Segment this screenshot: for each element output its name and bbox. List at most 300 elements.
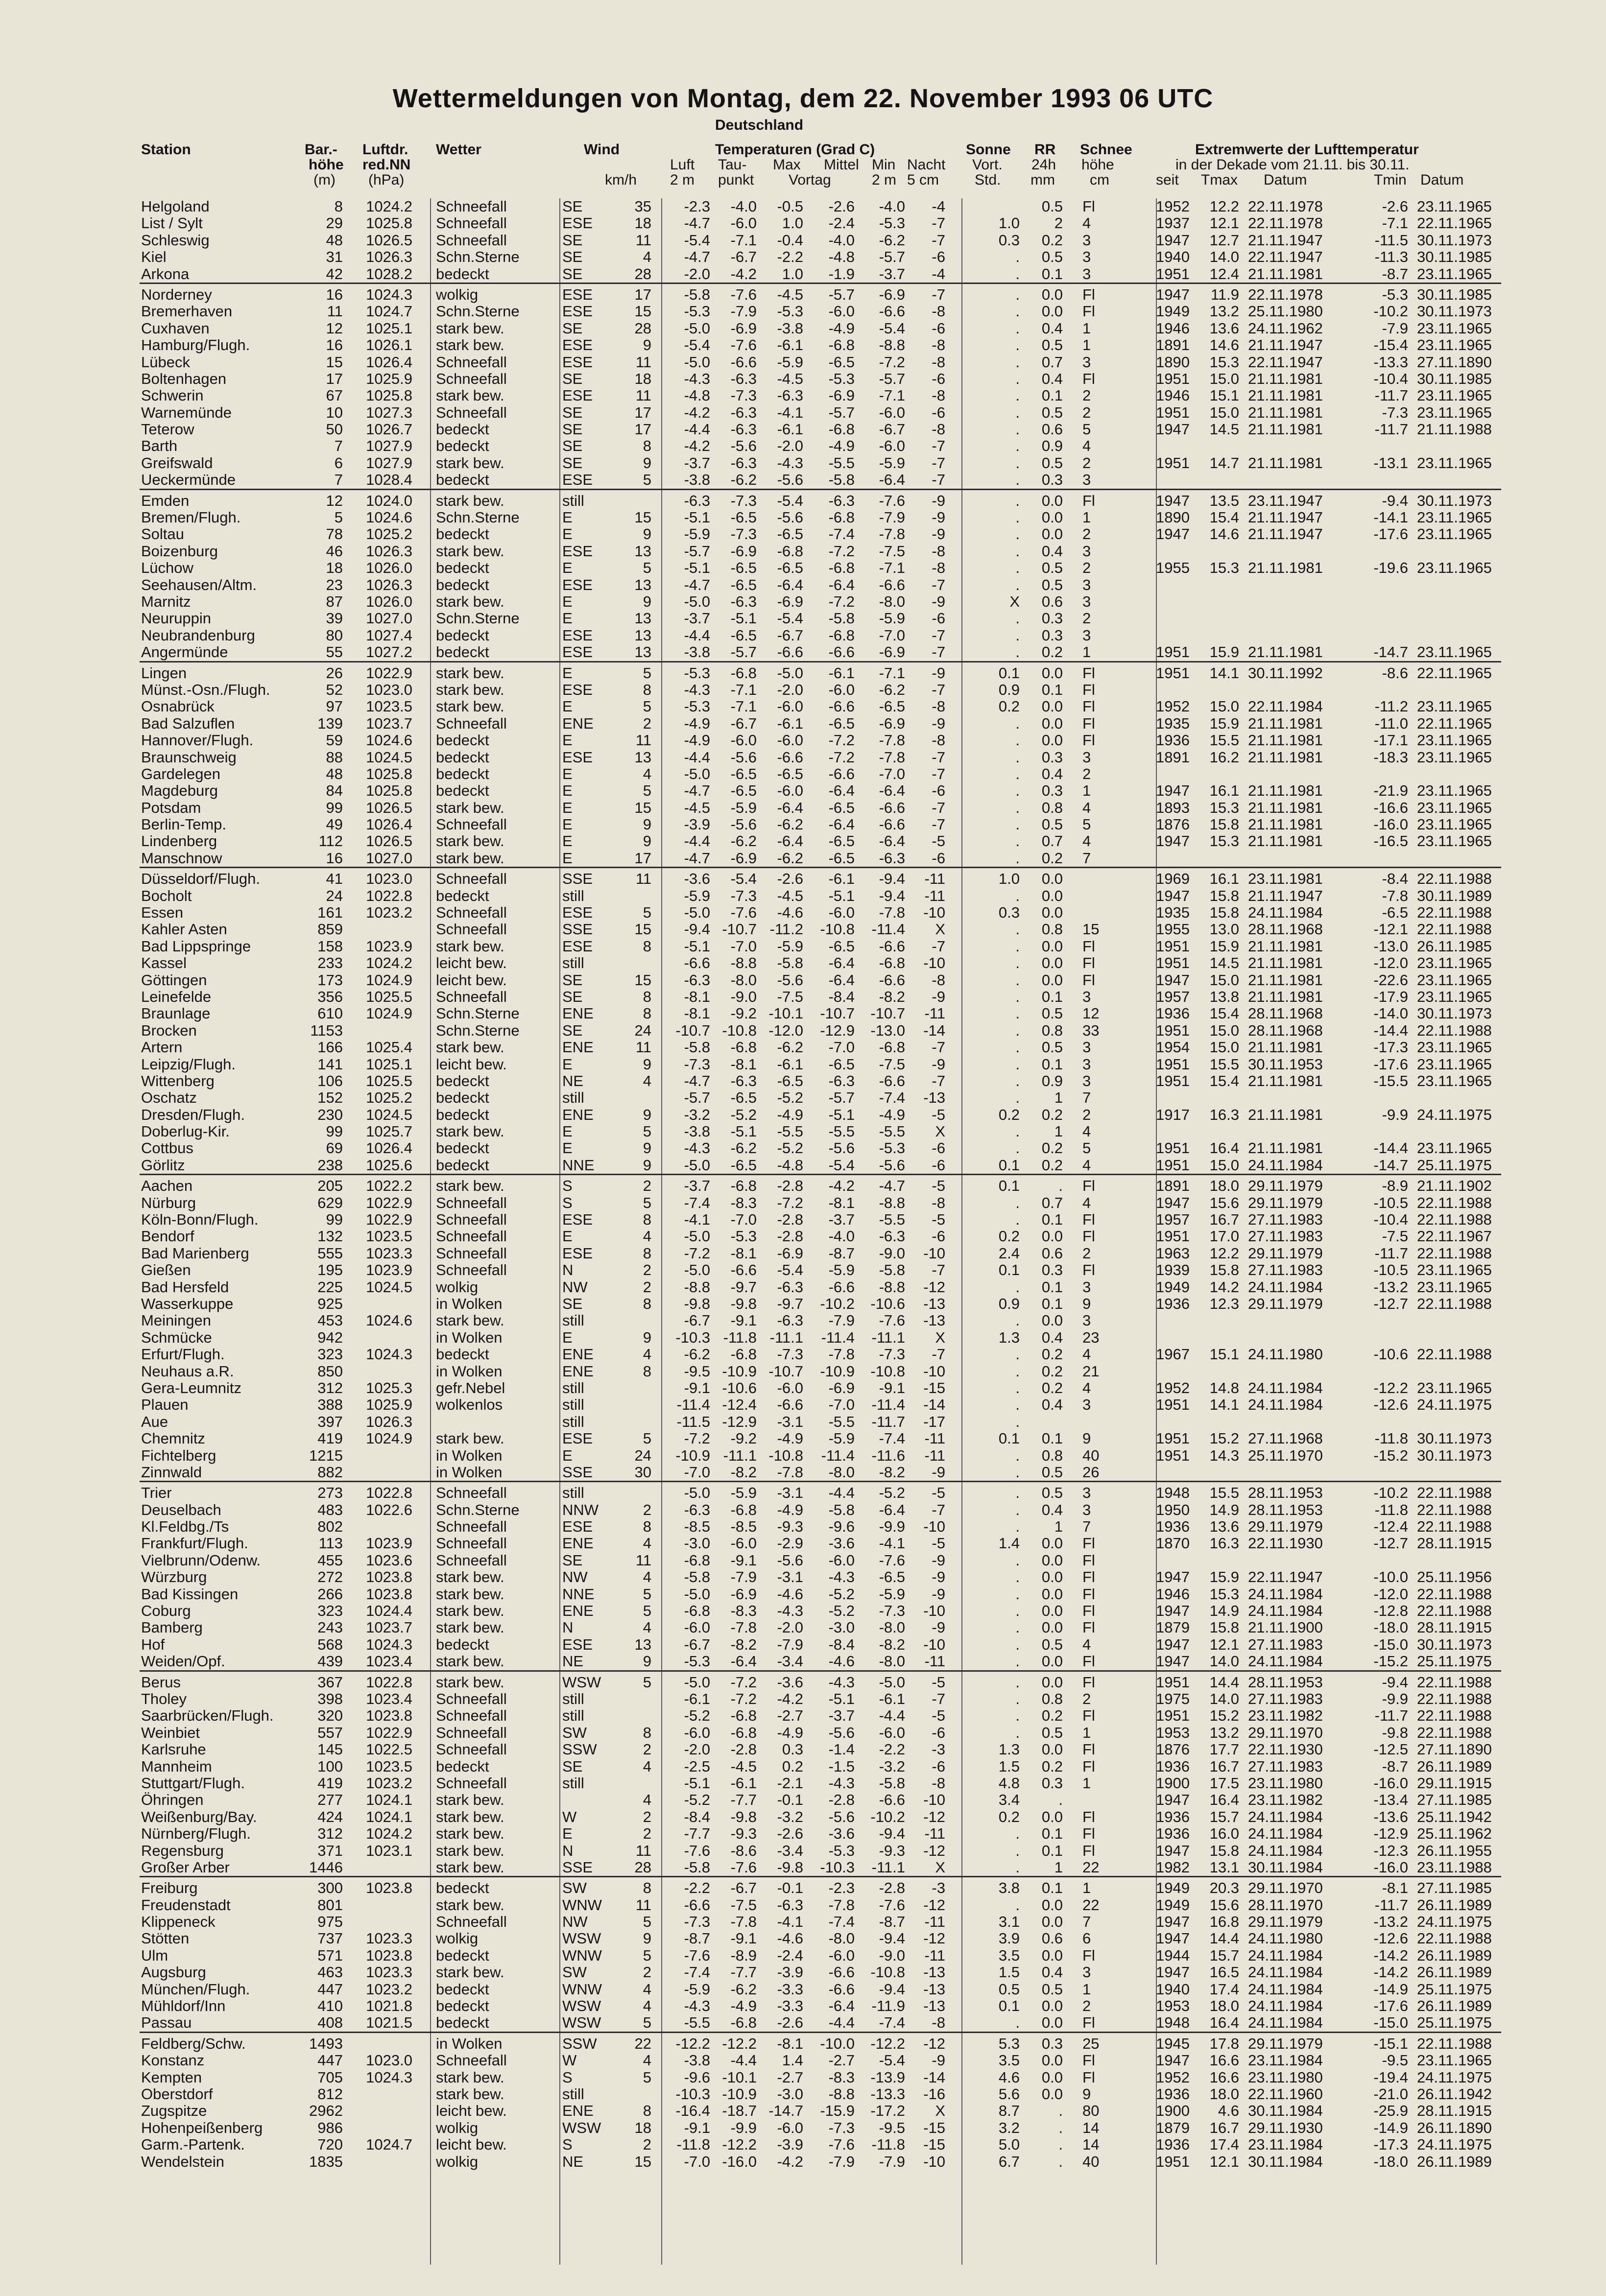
cell-wind-speed: 2 [643, 1964, 651, 1981]
cell-precipitation: 0.0 [1041, 492, 1063, 509]
cell-pressure: 1024.5 [366, 748, 412, 766]
cell-min-5cm: -6 [932, 782, 945, 800]
cell-sunshine: 0.1 [998, 1261, 1020, 1279]
cell-tmax-date: 22.11.1978 [1248, 285, 1323, 303]
cell-weather: bedeckt [436, 626, 489, 644]
cell-min-5cm: -13 [923, 1964, 945, 1981]
cell-min-2m: -6.8 [879, 1039, 905, 1056]
cell-tmax: 12.1 [1209, 214, 1239, 232]
cell-station-name: Oschatz [141, 1089, 197, 1107]
cell-since-year: 1947 [1156, 1653, 1190, 1670]
cell-dewpoint: -4.2 [730, 265, 757, 283]
cell-tmin: -7.5 [1382, 1228, 1408, 1245]
cell-tmax: 16.7 [1209, 2119, 1239, 2136]
cell-tmax: 15.2 [1209, 1707, 1239, 1725]
cell-wind-speed: 17 [634, 285, 651, 303]
cell-temp-air: -4.9 [684, 714, 710, 732]
cell-tmin: -9.4 [1382, 1673, 1408, 1691]
cell-since-year: 1947 [1156, 285, 1190, 303]
cell-min-5cm: -6 [932, 403, 945, 421]
cell-tmax: 16.8 [1209, 1913, 1239, 1931]
header-station: Station [141, 142, 191, 158]
cell-mean-prev: -5.8 [828, 610, 855, 627]
cell-tmin-date: 23.11.1965 [1417, 403, 1492, 421]
cell-tmin: -7.3 [1382, 403, 1408, 421]
cell-temp-air: -16.4 [675, 2102, 710, 2120]
cell-since-year: 1954 [1156, 1039, 1190, 1056]
cell-weather: bedeckt [436, 887, 489, 904]
cell-snow-depth: Fl [1082, 1228, 1095, 1245]
cell-station-name: München/Flugh. [141, 1980, 250, 1998]
region-label: Deutschland [715, 117, 804, 133]
table-row [0, 2103, 1606, 2119]
cell-snow-depth: 9 [1082, 2085, 1091, 2103]
cell-mean-prev: -6.5 [828, 849, 855, 867]
cell-tmax-date: 28.11.1968 [1248, 1005, 1323, 1022]
cell-min-5cm: -7 [932, 816, 945, 833]
cell-sunshine: . [1015, 265, 1020, 283]
cell-wind-speed: 4 [643, 1535, 651, 1552]
table-row [0, 543, 1606, 560]
cell-wind-direction: ENE [562, 1535, 594, 1552]
table-row [0, 715, 1606, 732]
cell-tmin-date: 22.11.1988 [1417, 1244, 1492, 1262]
cell-pressure: 1024.5 [366, 1106, 412, 1123]
cell-bar-height: 802 [317, 1518, 343, 1536]
cell-temp-air: -4.9 [684, 732, 710, 749]
cell-station-name: Berus [141, 1673, 181, 1691]
cell-sunshine: . [1015, 1501, 1020, 1518]
cell-min-2m: -6.4 [879, 782, 905, 800]
cell-wind-direction: E [562, 1055, 573, 1073]
table-row [0, 850, 1606, 867]
cell-pressure: 1023.3 [366, 1930, 412, 1947]
cell-wind-speed: 5 [643, 1430, 651, 1447]
cell-sunshine: . [1015, 765, 1020, 782]
cell-tmax-date: 24.11.1984 [1248, 1653, 1323, 1670]
cell-weather: bedeckt [436, 525, 489, 543]
cell-tmin: -9.8 [1382, 1724, 1408, 1741]
cell-mean-prev: -8.4 [828, 988, 855, 1005]
cell-pressure: 1024.1 [366, 1808, 412, 1825]
cell-min-5cm: -9 [932, 509, 945, 526]
cell-since-year: 1951 [1156, 2153, 1190, 2170]
cell-sunshine: . [1015, 1379, 1020, 1397]
cell-wind-speed: 28 [634, 319, 651, 337]
cell-bar-height: 447 [317, 1980, 343, 1998]
cell-since-year: 1951 [1156, 1055, 1190, 1073]
cell-temp-air: -4.7 [684, 576, 710, 593]
cell-tmax-date: 30.11.1984 [1248, 2153, 1323, 2170]
cell-mean-prev: -2.8 [828, 1791, 855, 1809]
cell-since-year: 1947 [1156, 525, 1190, 543]
cell-snow-depth: 3 [1082, 576, 1091, 593]
cell-precipitation: 0.4 [1041, 542, 1063, 560]
cell-tmax-date: 23.11.1982 [1248, 1707, 1323, 1725]
cell-tmax-date: 28.11.1953 [1248, 1501, 1323, 1518]
cell-max-prev: -6.2 [777, 816, 803, 833]
cell-station-name: Bad Hersfeld [141, 1278, 229, 1296]
cell-dewpoint: -6.2 [730, 471, 757, 489]
cell-weather: Schneefall [436, 1194, 507, 1211]
cell-temp-air: -7.3 [684, 1055, 710, 1073]
cell-weather: Schneefall [436, 816, 507, 833]
cell-mean-prev: -6.0 [828, 904, 855, 922]
cell-tmin: -11.7 [1374, 387, 1408, 404]
cell-snow-depth: Fl [1082, 303, 1095, 320]
cell-sunshine: . [1015, 782, 1020, 800]
cell-since-year: 1949 [1156, 1896, 1190, 1914]
cell-precipitation: 0.0 [1041, 1997, 1063, 2015]
cell-precipitation: 0.2 [1041, 1379, 1063, 1397]
table-row [0, 1518, 1606, 1535]
cell-bar-height: 320 [317, 1707, 343, 1725]
table-row [0, 320, 1606, 337]
cell-max-prev: -2.9 [777, 1535, 803, 1552]
cell-weather: stark bew. [436, 542, 504, 560]
cell-tmin-date: 23.11.1965 [1417, 2052, 1492, 2069]
cell-mean-prev: -5.2 [828, 1602, 855, 1620]
cell-station-name: Lindenberg [141, 832, 217, 850]
cell-weather: stark bew. [436, 1673, 504, 1691]
table-row [0, 1792, 1606, 1808]
header-min: Min [872, 157, 896, 173]
cell-station-name: Boizenburg [141, 542, 218, 560]
cell-wind-speed: 9 [643, 1328, 651, 1346]
cell-tmax-date: 21.11.1981 [1248, 971, 1323, 989]
cell-station-name: Öhringen [141, 1791, 204, 1809]
cell-pressure: 1023.4 [366, 1690, 412, 1707]
cell-since-year: 1940 [1156, 1980, 1190, 1998]
cell-bar-height: 8 [334, 198, 343, 215]
cell-temp-air: -4.2 [684, 437, 710, 455]
table-row [0, 371, 1606, 387]
cell-snow-depth: 7 [1082, 1913, 1091, 1931]
cell-min-5cm: -11 [924, 1430, 945, 1447]
cell-temp-air: -9.5 [684, 1362, 710, 1380]
cell-dewpoint: -9.1 [730, 1551, 757, 1569]
cell-wind-speed: 5 [643, 1602, 651, 1620]
cell-tmax: 14.0 [1209, 1653, 1239, 1670]
cell-min-2m: -6.9 [879, 643, 905, 661]
cell-wind-speed: 4 [643, 1346, 651, 1363]
cell-tmax-date: 24.11.1984 [1248, 1156, 1323, 1174]
cell-min-5cm: -11 [924, 1446, 945, 1464]
cell-tmin: -11.0 [1374, 714, 1408, 732]
cell-precipitation: 0.2 [1041, 1346, 1063, 1363]
cell-tmax-date: 28.11.1968 [1248, 921, 1323, 938]
cell-tmin-date: 25.11.1975 [1417, 2014, 1492, 2032]
cell-wind-direction: still [562, 492, 584, 509]
cell-pressure: 1025.8 [366, 765, 412, 782]
cell-dewpoint: -6.3 [730, 592, 757, 610]
cell-bar-height: 41 [326, 870, 343, 888]
cell-precipitation: 0.0 [1041, 1619, 1063, 1636]
cell-precipitation: 0.0 [1041, 1896, 1063, 1914]
cell-min-2m: -11.8 [871, 2136, 905, 2154]
cell-bar-height: 273 [317, 1484, 343, 1502]
cell-bar-height: 2962 [309, 2102, 343, 2120]
cell-min-2m: -7.5 [879, 542, 905, 560]
cell-wind-speed: 9 [643, 1156, 651, 1174]
cell-pressure: 1021.5 [366, 2014, 412, 2032]
cell-station-name: Saarbrücken/Flugh. [141, 1707, 274, 1725]
cell-dewpoint: -7.1 [730, 681, 757, 698]
cell-bar-height: 408 [317, 2014, 343, 2032]
cell-min-5cm: -6 [932, 1228, 945, 1245]
cell-min-2m: -6.6 [879, 799, 905, 816]
table-row [0, 472, 1606, 488]
cell-weather: bedeckt [436, 1980, 489, 1998]
cell-snow-depth: Fl [1082, 1177, 1095, 1195]
cell-min-5cm: -8 [932, 421, 945, 438]
cell-snow-depth: 4 [1082, 832, 1091, 850]
header-luft: Luft [670, 157, 695, 173]
cell-tmax-date: 21.11.1981 [1248, 714, 1323, 732]
table-row [0, 1447, 1606, 1464]
cell-snow-depth: 3 [1082, 1072, 1091, 1089]
cell-bar-height: 571 [317, 1946, 343, 1964]
cell-mean-prev: -10.9 [820, 1362, 855, 1380]
cell-station-name: Deuselbach [141, 1501, 221, 1518]
cell-temp-air: -3.6 [684, 870, 710, 888]
cell-weather: stark bew. [436, 1312, 504, 1329]
cell-tmin-date: 23.11.1965 [1417, 198, 1492, 215]
cell-snow-depth: 33 [1082, 1021, 1100, 1039]
cell-snow-depth: 25 [1082, 2035, 1100, 2052]
cell-max-prev: -0.5 [777, 198, 803, 215]
cell-tmin: -11.8 [1374, 1501, 1408, 1518]
cell-weather: Schneefall [436, 870, 507, 888]
cell-min-5cm: -10 [923, 1602, 945, 1620]
table-row [0, 1825, 1606, 1842]
cell-snow-depth: Fl [1082, 370, 1095, 387]
cell-bar-height: 323 [317, 1602, 343, 1620]
cell-max-prev: -6.0 [777, 782, 803, 800]
cell-mean-prev: -4.0 [828, 1228, 855, 1245]
cell-min-2m: -7.5 [879, 1055, 905, 1073]
cell-bar-height: 11 [327, 303, 343, 320]
cell-mean-prev: -7.2 [828, 542, 855, 560]
cell-dewpoint: -9.8 [730, 1808, 757, 1825]
cell-pressure: 1023.5 [366, 1757, 412, 1775]
cell-max-prev: -5.4 [777, 610, 803, 627]
cell-bar-height: 113 [318, 1535, 343, 1552]
cell-mean-prev: -1.5 [828, 1757, 855, 1775]
cell-snow-depth: 9 [1082, 1295, 1091, 1312]
cell-tmin: -15.2 [1373, 1653, 1408, 1670]
cell-tmin: -12.5 [1373, 1741, 1408, 1758]
cell-since-year: 1947 [1156, 2052, 1190, 2069]
cell-station-name: Schleswig [141, 231, 210, 249]
cell-sunshine: . [1015, 1842, 1020, 1859]
header-wetter: Wetter [436, 142, 481, 158]
cell-temp-air: -6.0 [684, 1724, 710, 1741]
cell-weather: in Wolken [436, 1463, 503, 1481]
cell-wind-speed: 5 [643, 559, 651, 577]
cell-sunshine: 8.7 [998, 2102, 1020, 2120]
cell-tmin: -25.9 [1373, 2102, 1408, 2120]
cell-wind-speed: 4 [643, 2052, 651, 2069]
cell-station-name: Hannover/Flugh. [141, 732, 254, 749]
cell-snow-depth: 3 [1082, 231, 1091, 249]
cell-sunshine: . [1015, 471, 1020, 489]
cell-weather: stark bew. [436, 937, 504, 955]
cell-wind-direction: E [562, 1328, 573, 1346]
cell-tmin: -13.4 [1373, 1791, 1408, 1809]
cell-max-prev: -5.8 [777, 954, 803, 972]
cell-wind-direction: ESE [562, 303, 593, 320]
table-row [0, 972, 1606, 989]
cell-temp-air: -5.9 [684, 887, 710, 904]
cell-bar-height: 12 [326, 492, 343, 509]
cell-tmax-date: 21.11.1900 [1248, 1619, 1323, 1636]
header-sonne-3: Std. [975, 172, 1001, 188]
cell-temp-air: -7.4 [684, 1964, 710, 1981]
cell-tmin-date: 23.11.1988 [1417, 1858, 1492, 1876]
cell-max-prev: -6.8 [777, 542, 803, 560]
cell-snow-depth: 5 [1082, 816, 1091, 833]
cell-sunshine: . [1015, 1896, 1020, 1914]
cell-weather: Schneefall [436, 1690, 507, 1707]
cell-min-2m: -11.6 [871, 1446, 905, 1464]
cell-tmin: -8.4 [1382, 870, 1408, 888]
cell-tmax: 13.1 [1209, 1858, 1239, 1876]
cell-tmax-date: 21.11.1981 [1248, 387, 1323, 404]
cell-mean-prev: -3.7 [828, 1211, 855, 1229]
cell-max-prev: 0.2 [782, 1757, 803, 1775]
cell-snow-depth: 2 [1082, 454, 1091, 472]
cell-precipitation: 0.0 [1041, 303, 1063, 320]
cell-wind-direction: E [562, 1123, 573, 1140]
cell-max-prev: -6.5 [777, 1072, 803, 1089]
cell-weather: bedeckt [436, 559, 489, 577]
cell-min-2m: -7.6 [879, 492, 905, 509]
cell-station-name: Teterow [141, 421, 194, 438]
cell-wind-direction: ENE [562, 1362, 594, 1380]
cell-station-name: Aachen [141, 1177, 193, 1195]
cell-sunshine: . [1015, 1089, 1020, 1107]
cell-max-prev: -6.2 [777, 1039, 803, 1056]
cell-min-5cm: -11 [924, 870, 945, 888]
cell-bar-height: 99 [326, 1211, 343, 1229]
cell-min-2m: -4.1 [879, 1535, 905, 1552]
cell-tmax: 16.6 [1209, 2068, 1239, 2086]
cell-temp-air: -10.3 [675, 2085, 710, 2103]
cell-max-prev: -3.9 [777, 2136, 803, 2154]
cell-max-prev: -3.3 [777, 1980, 803, 1998]
cell-min-5cm: -8 [932, 303, 945, 320]
cell-weather: stark bew. [436, 1177, 504, 1195]
cell-tmax: 17.4 [1209, 2136, 1239, 2154]
cell-min-2m: -11.1 [871, 1858, 905, 1876]
cell-min-5cm: -9 [932, 1551, 945, 1569]
cell-precipitation: 0.5 [1041, 1484, 1063, 1502]
cell-dewpoint: -5.7 [730, 643, 757, 661]
cell-temp-air: -4.3 [684, 1139, 710, 1157]
cell-weather: stark bew. [436, 1825, 504, 1843]
cell-min-2m: -8.0 [879, 592, 905, 610]
cell-temp-air: -8.5 [684, 1518, 710, 1536]
cell-max-prev: -6.9 [777, 1244, 803, 1262]
cell-pressure: 1023.5 [366, 1228, 412, 1245]
cell-mean-prev: -1.4 [828, 1741, 855, 1758]
cell-wind-speed: 2 [643, 1825, 651, 1843]
cell-mean-prev: -6.4 [828, 782, 855, 800]
cell-max-prev: -3.3 [777, 1997, 803, 2015]
cell-temp-air: -4.4 [684, 626, 710, 644]
cell-min-5cm: -7 [932, 1261, 945, 1279]
table-row [0, 1707, 1606, 1724]
cell-tmin: -16.5 [1373, 832, 1408, 850]
cell-dewpoint: -8.5 [730, 1518, 757, 1536]
cell-sunshine: 0.1 [998, 1177, 1020, 1195]
cell-wind-direction: still [562, 1774, 584, 1792]
cell-min-2m: -9.4 [879, 1825, 905, 1843]
cell-wind-speed: 28 [634, 265, 651, 283]
cell-dewpoint: -8.3 [730, 1194, 757, 1211]
cell-mean-prev: -6.4 [828, 954, 855, 972]
cell-dewpoint: -6.6 [730, 1261, 757, 1279]
cell-station-name: Bremen/Flugh. [141, 509, 241, 526]
cell-bar-height: 882 [317, 1463, 343, 1481]
cell-max-prev: -4.6 [777, 1585, 803, 1603]
cell-station-name: Zugspitze [141, 2102, 207, 2120]
cell-min-5cm: -10 [923, 954, 945, 972]
cell-tmax: 14.1 [1209, 664, 1239, 682]
cell-sunshine: 0.9 [998, 1295, 1020, 1312]
cell-snow-depth: 3 [1082, 748, 1091, 766]
table-row [0, 1245, 1606, 1262]
cell-weather: in Wolken [436, 2035, 503, 2052]
cell-mean-prev: -7.8 [828, 1896, 855, 1914]
cell-wind-speed: 2 [643, 1261, 651, 1279]
cell-station-name: Neuhaus a.R. [141, 1362, 234, 1380]
cell-wind-speed: 4 [643, 765, 651, 782]
cell-tmin: -5.3 [1382, 285, 1408, 303]
cell-tmax: 17.7 [1209, 1741, 1239, 1758]
cell-max-prev: -4.5 [777, 887, 803, 904]
cell-tmin-date: 26.11.1942 [1417, 2085, 1492, 2103]
cell-mean-prev: -5.5 [828, 1123, 855, 1140]
cell-tmin-date: 30.11.1985 [1417, 285, 1492, 303]
cell-dewpoint: -12.2 [722, 2136, 757, 2154]
cell-tmax-date: 21.11.1981 [1248, 1072, 1323, 1089]
cell-mean-prev: -6.9 [828, 387, 855, 404]
cell-precipitation: 0.2 [1041, 1156, 1063, 1174]
header-wind-unit: km/h [605, 172, 637, 188]
cell-bar-height: 99 [326, 799, 343, 816]
cell-tmin: -14.7 [1373, 1156, 1408, 1174]
table-row [0, 1262, 1606, 1278]
cell-tmin: -12.9 [1373, 1825, 1408, 1843]
cell-dewpoint: -8.8 [730, 954, 757, 972]
cell-since-year: 1955 [1156, 559, 1190, 577]
cell-since-year: 1947 [1156, 1568, 1190, 1586]
cell-temp-air: -5.0 [684, 1585, 710, 1603]
cell-tmax: 15.0 [1209, 1156, 1239, 1174]
cell-sunshine: . [1015, 576, 1020, 593]
cell-snow-depth: 4 [1082, 1379, 1091, 1397]
cell-since-year: 1944 [1156, 1946, 1190, 1964]
cell-min-5cm: -7 [932, 471, 945, 489]
cell-temp-air: -3.8 [684, 2052, 710, 2069]
cell-weather: Schneefall [436, 353, 507, 371]
cell-min-5cm: -9 [932, 592, 945, 610]
cell-wind-speed: 13 [634, 748, 651, 766]
cell-sunshine: . [1015, 1568, 1020, 1586]
cell-dewpoint: -7.2 [730, 1673, 757, 1691]
